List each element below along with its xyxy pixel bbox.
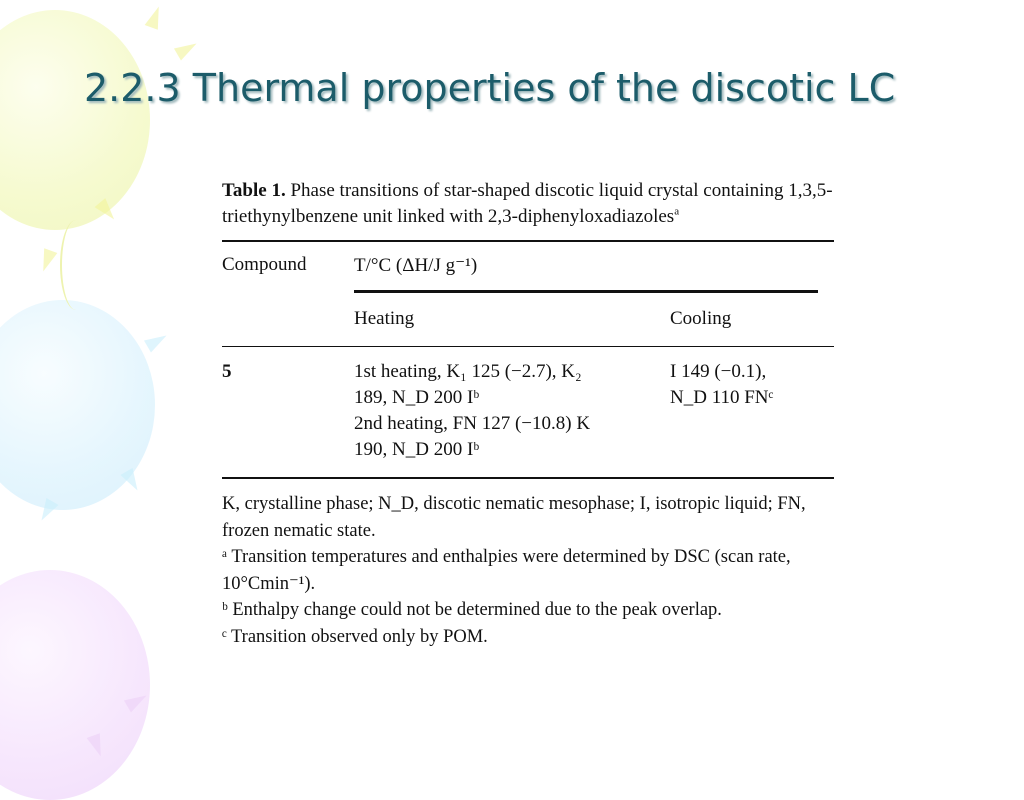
cooling-line: N_D 110 FNᶜ: [670, 387, 774, 408]
table-subheader-row: [222, 292, 834, 346]
header-temperature: T/°C (ΔH/J g⁻¹): [354, 255, 478, 276]
cooling-line: I 149 (−0.1),: [670, 361, 767, 382]
sparkle-decoration: [145, 4, 166, 29]
table-caption-text: Phase transitions of star-shaped discotic liquid crystal containing 1,3,5-triethynylbenzene unit linked with 2,3-diphenyloxadiazoles: [222, 180, 833, 227]
header-compound: Compound: [222, 254, 307, 275]
table-caption: [222, 178, 834, 230]
table-bottom-rule: [222, 477, 834, 479]
table-caption-label: Table 1.: [222, 180, 286, 201]
table-header-row: [222, 242, 834, 292]
heating-line: 1st heating, K₁ 125 (−2.7), K₂: [354, 361, 582, 382]
table-figure: [222, 178, 834, 650]
compound-cell: 5: [222, 361, 232, 382]
table-caption-footnote-marker: a: [674, 205, 680, 218]
table-row: [222, 347, 834, 477]
sparkle-decoration: [174, 37, 200, 60]
heating-cell: [354, 359, 590, 463]
header-heating: Heating: [354, 308, 415, 329]
heating-line: 189, N_D 200 Iᵇ: [354, 387, 480, 408]
footnote-abbreviations: K, crystalline phase; N_D, discotic nematic mesophase; I, isotropic liquid; FN, frozen nematic state.: [222, 494, 806, 541]
sparkle-decoration: [120, 468, 143, 494]
balloon-string-decoration: [60, 220, 92, 310]
yellow-balloon-decoration: [0, 10, 150, 230]
cooling-cell: [670, 359, 773, 411]
sparkle-decoration: [37, 248, 58, 273]
sparkle-decoration: [144, 329, 170, 352]
heating-line: 2nd heating, FN 127 (−10.8) K: [354, 413, 591, 434]
header-cooling: Cooling: [670, 308, 732, 329]
heating-line: 190, N_D 200 Iᵇ: [354, 439, 480, 460]
table-footnotes: [222, 491, 834, 650]
footnote-c: ᶜ Transition observed only by POM.: [222, 626, 488, 647]
slide-title: 2.2.3 Thermal properties of the discotic LC: [84, 66, 896, 110]
purple-balloon-decoration: [0, 570, 150, 800]
phase-transition-table: [222, 240, 834, 479]
footnote-a: ᵃ Transition temperatures and enthalpies were determined by DSC (scan rate, 10°Cmin⁻¹).: [222, 547, 791, 594]
footnote-b: ᵇ Enthalpy change could not be determined due to the peak overlap.: [222, 600, 722, 620]
